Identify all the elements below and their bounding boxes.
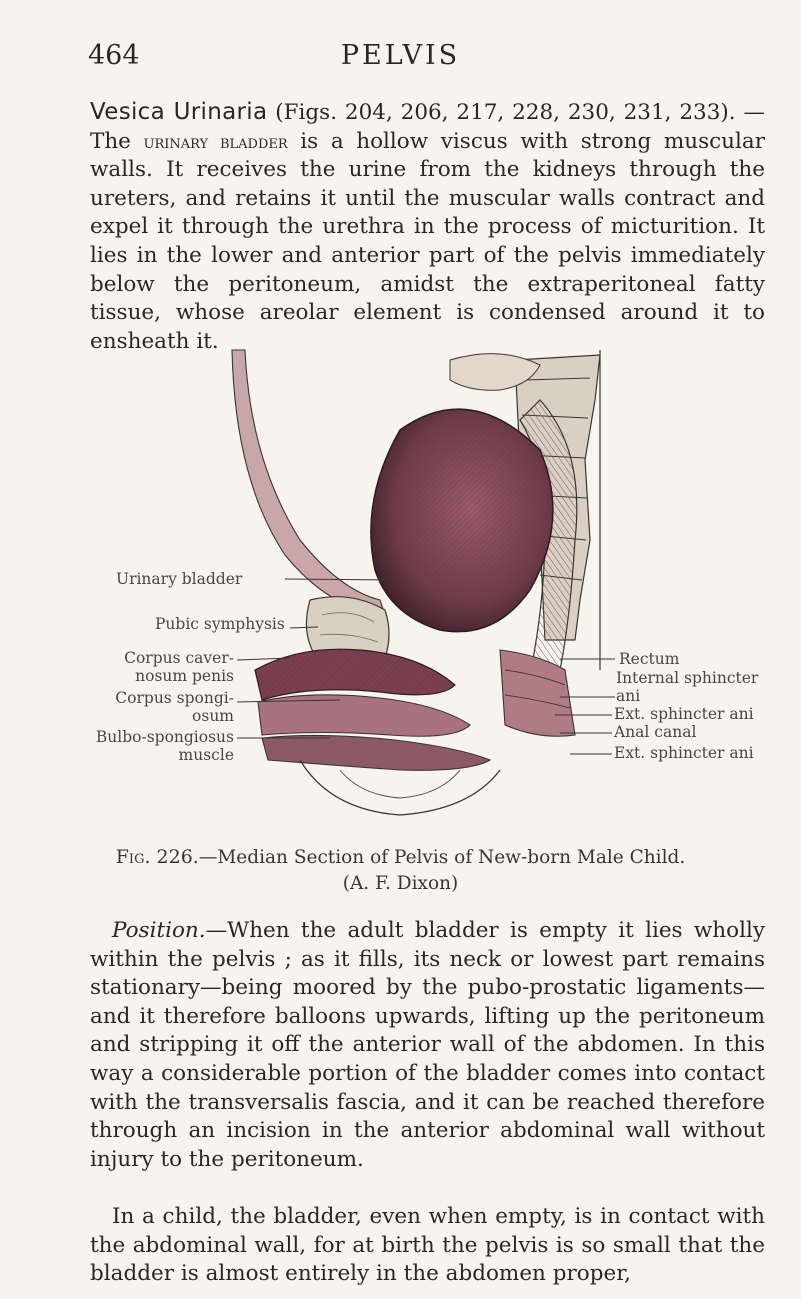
label-urinary-bladder: Urinary bladder [116,570,243,588]
label-pubic-symphysis: Pubic symphysis [155,615,285,633]
figure-credit: (A. F. Dixon) [342,873,459,894]
intro-dash: —The [90,100,765,154]
caption-prefix: Fig. 226. [115,846,199,868]
label-corpus-spongiosum-line2: osum [192,707,234,725]
child-paragraph: In a child, the bladder, even when empty, is in contact with the abdominal wall, for at birth the pelvis is so small that the bladder is almost entirely in the abdomen proper, [90,1204,765,1287]
figure-references: (Figs. 204, 206, 217, 228, 230, 231, 233). [267,100,736,125]
label-ext-sphincter-ani-upper: Ext. sphincter ani [614,705,754,723]
label-rectum: Rectum [619,650,680,668]
figure-caption [0,846,801,868]
running-head: PELVIS [340,40,461,71]
position-body: —When the adult bladder is empty it lies wholly within the pelvis ; as it fills, its neck or lowest part remains stationary—being moored by the pubo-prostatic ligaments—and it therefore balloons upwards, lifting up the peritoneum and stripping it off the anterior wall of the abdomen. In this way a considerable portion of the bladder comes into contact with the transversalis fascia, and it can be reached therefore through an incision in the anterior abdominal wall without injury to the peritoneum. [90,918,765,1172]
label-corpus-spongiosum-line1: Corpus spongi- [115,689,234,707]
position-heading: Position. [112,918,206,943]
term-urinary-bladder: urinary bladder [143,130,288,153]
label-corpus-cavernosum-line2: nosum penis [135,667,234,685]
position-paragraph [90,917,765,1174]
anatomical-figure [0,340,801,830]
label-internal-sphincter-line1: Internal sphincter [616,669,759,687]
label-ext-sphincter-ani-lower: Ext. sphincter ani [614,744,754,762]
intro-body: is a hollow viscus with strong muscular walls. It receives the urine from the kidneys through the ureters, and retains it until the muscular walls contract and expel it through the urethra in the process of micturition. It lies in the lower and anterior part of the pelvis immediately below the peritoneum, amidst the extraperitoneal fatty tissue, whose areolar element is condensed around it to ensheath it. [90,128,765,354]
caption-text: —Median Section of Pelvis of New-born Male Child. [198,847,686,868]
label-corpus-cavernosum-line1: Corpus caver- [124,649,234,667]
section-heading: Vesica Urinaria [90,99,268,125]
label-internal-sphincter-line2: ani [616,687,641,705]
page-number: 464 [88,40,140,71]
label-anal-canal: Anal canal [614,723,697,741]
label-bulbo-spongiosus-line1: Bulbo-spongiosus [95,728,234,746]
label-bulbo-spongiosus-line2: muscle [178,746,234,764]
intro-paragraph [90,98,765,356]
